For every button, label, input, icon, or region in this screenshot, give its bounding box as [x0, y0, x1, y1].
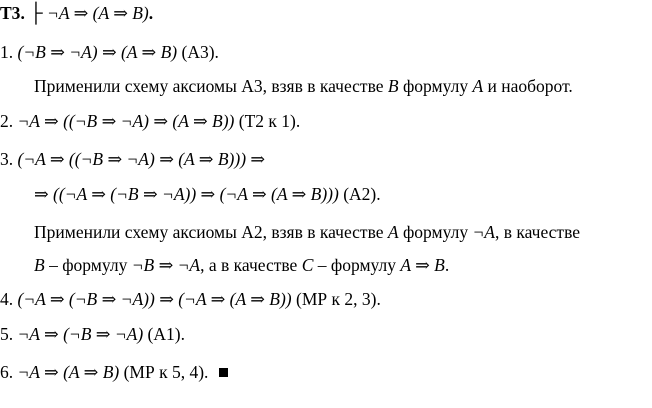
- note-axiom-a2: [34, 221, 580, 243]
- proof-step-3-continuation: [34, 183, 381, 205]
- proof-step-3: [0, 148, 265, 170]
- turnstile-symbol: ├: [29, 3, 43, 24]
- note-text: Применили схему аксиомы А2, взяв в качестве: [34, 222, 384, 242]
- note-text: и наоборот.: [487, 76, 573, 96]
- step-number: 3.: [0, 149, 14, 169]
- step-formula: ¬A ⇒ ((¬B ⇒ ¬A) ⇒ (A ⇒ B)): [17, 111, 235, 131]
- note-variable: B: [387, 76, 399, 96]
- note-variable: A: [472, 76, 484, 96]
- proof-step-2: [0, 110, 300, 132]
- theorem-formula: ¬A ⇒ (A ⇒ B): [47, 3, 149, 23]
- qed-square-icon: [219, 368, 228, 377]
- note-variable: A: [387, 222, 399, 242]
- step-reference: (А1).: [147, 324, 185, 344]
- note-variable: C: [301, 255, 314, 275]
- step-number: 5.: [0, 324, 14, 344]
- step-reference: (МР к 5, 4).: [123, 362, 209, 382]
- step-reference: (А2).: [343, 184, 381, 204]
- proof-step-4: [0, 288, 381, 310]
- step-number: 2.: [0, 111, 14, 131]
- step-reference: (А3).: [181, 42, 219, 62]
- note-text: Применили схему аксиомы А3, взяв в качестве: [34, 76, 384, 96]
- step-reference: (Т2 к 1).: [238, 111, 301, 131]
- step-number: 6.: [0, 362, 14, 382]
- step-formula: ⇒ ((¬A ⇒ (¬B ⇒ ¬A)) ⇒ (¬A ⇒ (A ⇒ B))): [34, 184, 339, 204]
- note-text: , в качестве: [494, 222, 580, 242]
- step-formula: ¬A ⇒ (A ⇒ B): [17, 362, 120, 382]
- proof-step-1: [0, 41, 219, 63]
- note-axiom-a2-continuation: [34, 254, 449, 276]
- note-variable: B: [34, 255, 45, 275]
- proof-step-6: [0, 361, 228, 383]
- note-text: , а в качестве: [200, 255, 298, 275]
- theorem-header: T3. ├ ¬A ⇒ (A ⇒ B).: [0, 3, 154, 24]
- note-variable: ¬B ⇒ ¬A: [131, 255, 201, 275]
- note-text: – формулу: [317, 255, 396, 275]
- step-formula: (¬A ⇒ (¬B ⇒ ¬A)) ⇒ (¬A ⇒ (A ⇒ B)): [17, 289, 292, 309]
- step-number: 4.: [0, 289, 14, 309]
- note-variable: A ⇒ B: [400, 255, 445, 275]
- step-number: 1.: [0, 42, 14, 62]
- note-text: формулу: [402, 76, 469, 96]
- note-variable: ¬A: [472, 222, 495, 242]
- note-text: – формулу: [49, 255, 128, 275]
- theorem-label: T3: [0, 3, 21, 23]
- step-formula: ¬A ⇒ (¬B ⇒ ¬A): [17, 324, 144, 344]
- step-formula: (¬A ⇒ ((¬B ⇒ ¬A) ⇒ (A ⇒ B))) ⇒: [17, 149, 266, 169]
- step-reference: (МР к 2, 3).: [296, 289, 381, 309]
- proof-step-5: [0, 323, 185, 345]
- step-formula: (¬B ⇒ ¬A) ⇒ (A ⇒ B): [17, 42, 178, 62]
- note-axiom-a3: [34, 75, 573, 97]
- note-text: формулу: [402, 222, 469, 242]
- note-text: .: [444, 255, 450, 275]
